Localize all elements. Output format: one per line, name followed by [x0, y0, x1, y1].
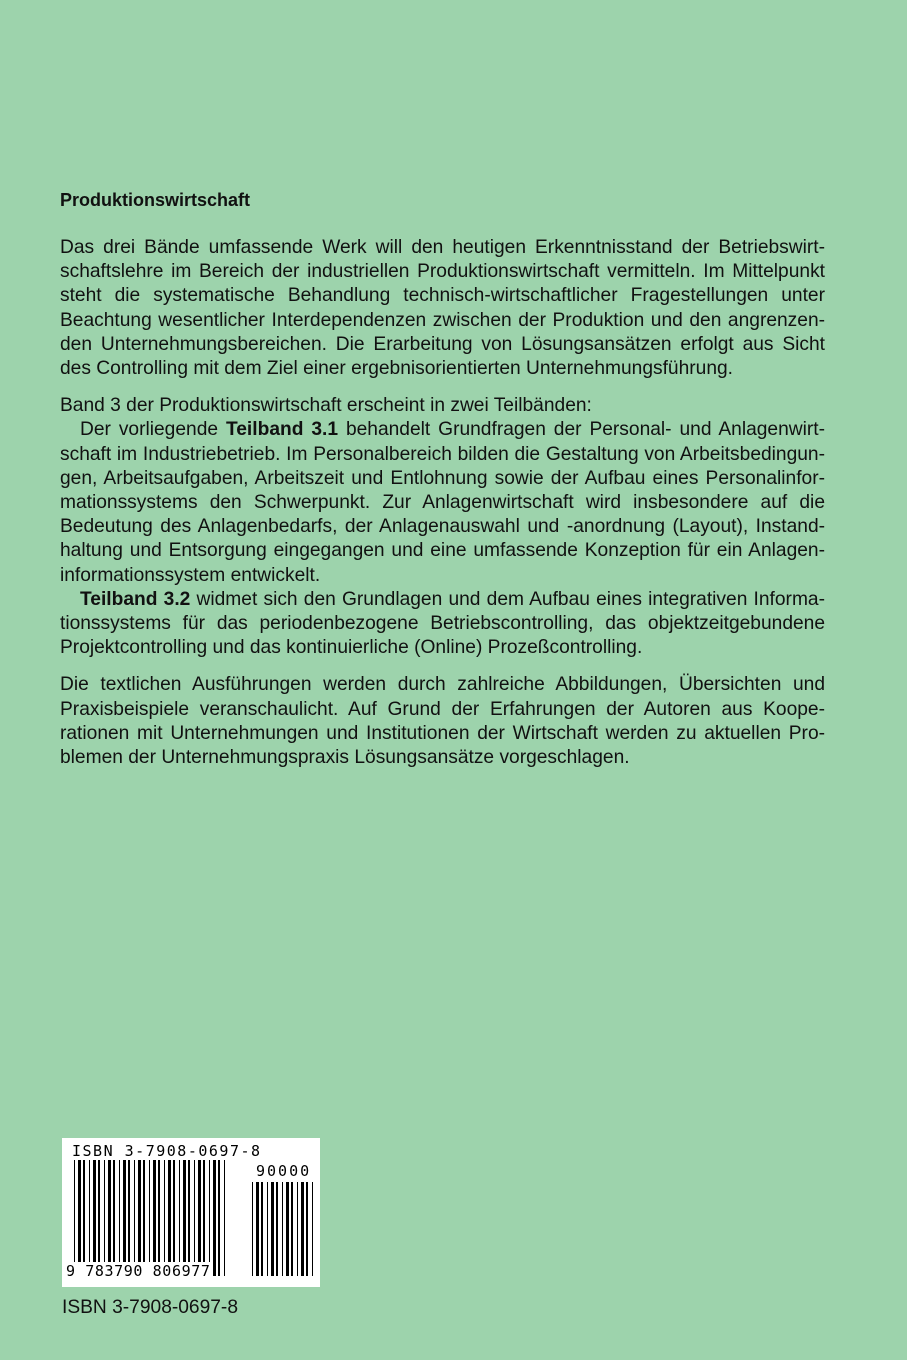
barcode-bar	[291, 1182, 293, 1276]
barcode-addon-number: 90000	[256, 1162, 312, 1180]
barcode-ean-digits: 9 783790 806977	[66, 1262, 211, 1280]
barcode-bar	[173, 1160, 175, 1276]
barcode-bar	[108, 1160, 111, 1276]
isbn-text: ISBN 3-7908-0697-8	[62, 1297, 238, 1318]
teilband-3-1-text: behandelt Grundfragen der Personal- und Anlagenwirtschaft im Industriebetrieb. Im Personalbereich bilden die Gestaltung von Arbeitsbedingungen, Arbeitsaufgaben, Arbeitszeit und Entlohnung sowie der Aufbau eines Personalinformationssystems den Schwerpunkt. Zur Anlagenwirtschaft wird insbesondere auf die Bedeutung des Anlagenbedarfs, der Anlagenauswahl und -anordnung (Layout), Instandhaltung und Entsorgung eingegangen und eine umfassende Konzeption für ein Anlageninformationssystem entwickelt.	[60, 419, 826, 586]
barcode-bar	[93, 1160, 96, 1276]
barcode-bar	[104, 1160, 105, 1276]
barcode-bar	[164, 1160, 165, 1276]
barcode-bar	[194, 1160, 195, 1276]
barcode-bar	[297, 1182, 298, 1276]
book-title: Produktionswirtschaft	[60, 190, 251, 210]
barcode-bar	[183, 1160, 186, 1276]
back-cover-text	[60, 188, 825, 770]
teilband-3-1-prefix: Der vorliegende	[80, 419, 226, 441]
barcode-bar	[123, 1160, 126, 1276]
barcode-bar	[276, 1182, 278, 1276]
barcode-bar	[286, 1182, 289, 1276]
barcode-bar	[267, 1182, 268, 1276]
barcode-bar	[188, 1160, 190, 1276]
barcode-bar	[128, 1160, 130, 1276]
barcode-bar	[149, 1160, 150, 1276]
barcode-bar	[83, 1160, 85, 1276]
barcode-bar	[134, 1160, 135, 1276]
barcode-bar	[89, 1160, 90, 1276]
barcode-bar	[119, 1160, 120, 1276]
description-teilband-3-2	[60, 588, 825, 661]
barcode-bar	[256, 1182, 259, 1276]
barcode-bar	[261, 1182, 263, 1276]
barcode-bar	[143, 1160, 145, 1276]
teilband-3-2-text: widmet sich den Grundlagen und dem Aufbau eines integrativen Informationssystems für das periodenbezogene Betriebscontrolling, das objektzeitgebundene Projektcontrolling und das kontinuierliche (Online) Prozeßcontrolling.	[60, 588, 825, 659]
description-paragraph-3: Die textlichen Ausführungen werden durch zahlreiche Abbildungen, Übersichten und Praxisbeispiele veranschaulicht. Auf Grund der Erfahrungen der Autoren aus Kooperationen mit Unternehmungen und Institutionen der Wirtschaft werden zu aktuellen Problemen der Unternehmungspraxis Lösungsansätze vorgeschlagen.	[60, 674, 825, 769]
barcode-bar	[113, 1160, 115, 1276]
barcode-bar	[168, 1160, 171, 1276]
barcode-bar	[74, 1160, 75, 1276]
barcode-bar	[179, 1160, 180, 1276]
barcode-bar	[158, 1160, 160, 1276]
barcode-bar	[224, 1160, 225, 1276]
description-teilband-3-1	[60, 418, 825, 587]
barcode-bar	[306, 1182, 308, 1276]
description-paragraph-1: Das drei Bände umfassende Werk will den heutigen Erkenntnisstand der Betriebswirtschaftslehre im Bereich der industriellen Produktionswirtschaft vermitteln. Im Mittelpunkt steht die systematische Behandlung technisch-wirtschaftlicher Fragestellungen unter Beachtung wesentlicher Interdependenzen zwischen der Produktion und den angrenzenden Unternehmungsbereichen. Die Erarbeitung von Lösungsansätzen erfolgt aus Sicht des Controlling mit dem Ziel einer ergebnisorientierten Unternehmungsführung.	[60, 237, 825, 380]
teilband-3-2-label: Teilband 3.2	[80, 588, 191, 610]
barcode-bar	[198, 1160, 201, 1276]
barcode-bar	[209, 1160, 210, 1276]
description-intro-volume-3: Band 3 der Produktionswirtschaft erscheint in zwei Teilbänden:	[60, 395, 592, 417]
barcode-bar	[312, 1182, 313, 1276]
barcode-isbn-label: ISBN 3-7908-0697-8	[72, 1142, 262, 1160]
barcode-bar	[252, 1182, 253, 1276]
barcode-bar	[301, 1182, 304, 1276]
barcode-bar	[271, 1182, 274, 1276]
teilband-3-1-label: Teilband 3.1	[225, 419, 339, 441]
barcode-bar	[98, 1160, 100, 1276]
barcode-bar	[213, 1160, 216, 1276]
barcode-bar	[282, 1182, 283, 1276]
barcode-bar	[203, 1160, 205, 1276]
barcode-bar	[138, 1160, 141, 1276]
barcode-bar	[218, 1160, 220, 1276]
barcode-bar	[78, 1160, 81, 1276]
barcode	[62, 1138, 320, 1287]
barcode-bar	[153, 1160, 156, 1276]
